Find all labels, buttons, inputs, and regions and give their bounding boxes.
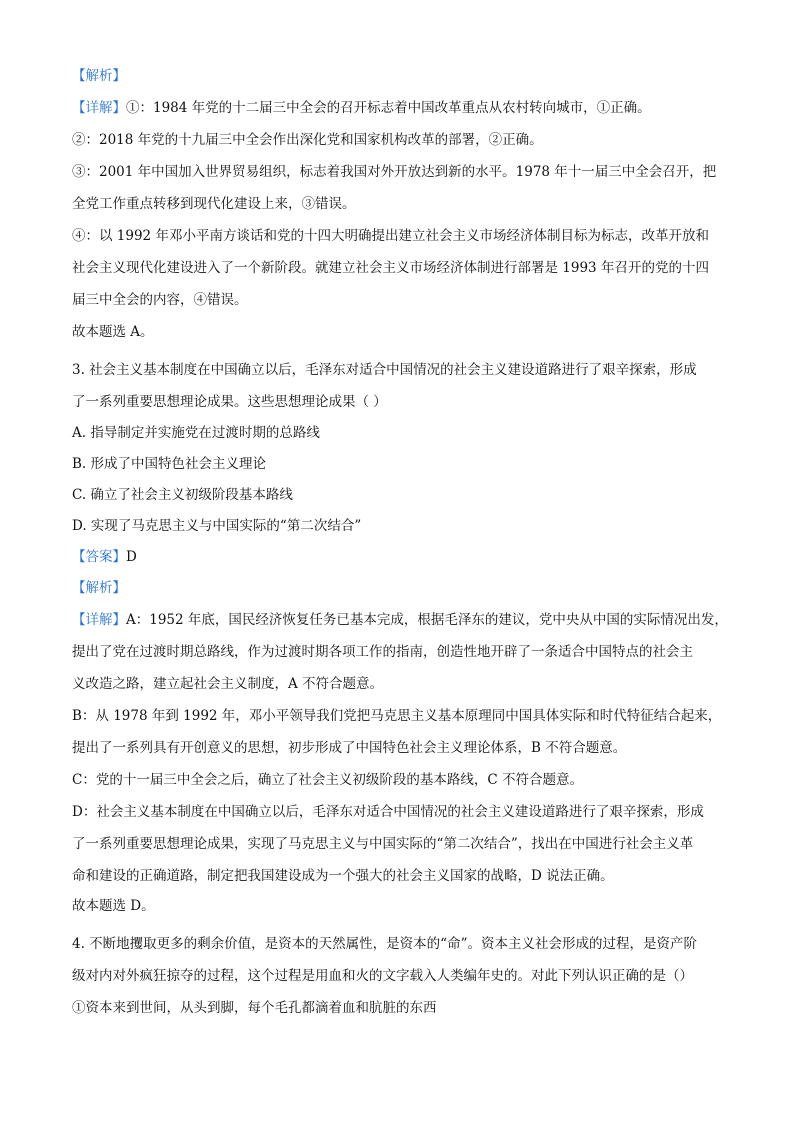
detail-line (72, 98, 651, 118)
text-line: ②：2018 年党的十九届三中全会作出深化党和国家机构改革的部署，②正确。 (72, 132, 543, 148)
question-4-stem: 级对内对外疯狂掠夺的过程，这个过程是用血和火的文字载入人类编年史的。对此下列认识正确的是（） (72, 968, 693, 984)
detail-line (72, 610, 728, 630)
text-line: D：社会主义基本制度在中国确立以后，毛泽东对适合中国情况的社会主义建设道路进行了艰辛探索，形成 (72, 804, 704, 820)
option-d: D. 实现了马克思主义与中国实际的“第二次结合” (72, 518, 362, 534)
analysis-tag (72, 578, 126, 598)
text-line: 全党工作重点转移到现代化建设上来，③错误。 (72, 196, 356, 212)
text-line: 提出了一系列具有开创意义的思想，初步形成了中国特色社会主义理论体系，B 不符合题意。 (72, 740, 627, 756)
question-3-stem: 3. 社会主义基本制度在中国确立以后，毛泽东对适合中国情况的社会主义建设道路进行了艰辛探索，形成 (72, 362, 697, 378)
question-3-stem: 了一系列重要思想理论成果。这些思想理论成果（ ） (72, 394, 387, 410)
analysis-label: 【解析】 (72, 580, 126, 596)
answer-value: D (126, 549, 137, 565)
detail-text: A：1952 年底，国民经济恢复任务已基本完成，根据毛泽东的建议，党中央从中国的实际情况出发， (126, 612, 728, 628)
text-line: 届三中全会的内容，④错误。 (72, 292, 248, 308)
text-line: 义改造之路，建立起社会主义制度，A 不符合题意。 (72, 676, 384, 692)
answer-label: 【答案】 (72, 549, 126, 565)
option-b: B. 形成了中国特色社会主义理论 (72, 456, 267, 472)
detail-label: 【详解】 (72, 612, 126, 628)
option-c: C. 确立了社会主义初级阶段基本路线 (72, 487, 293, 503)
detail-label: 【详解】 (72, 100, 126, 116)
text-line: B：从 1978 年到 1992 年，邓小平领导我们党把马克思主义基本原理同中国具体实际和时代特征结合起来， (72, 708, 722, 724)
analysis-tag (72, 66, 126, 86)
conclusion-line: 故本题选 A。 (72, 324, 154, 340)
answer-line (72, 547, 137, 567)
text-line: 了一系列重要思想理论成果，实现了马克思主义与中国实际的“第二次结合”，找出在中国进行社会主义革 (72, 836, 694, 852)
text-line: 提出了党在过渡时期总路线，作为过渡时期各项工作的指南，创造性地开辟了一条适合中国特点的社会主 (72, 644, 693, 660)
question-4-item: ①资本来到世间，从头到脚，每个毛孔都滴着血和肮脏的东西 (72, 1000, 437, 1016)
analysis-label: 【解析】 (72, 68, 126, 84)
option-a: A. 指导制定并实施党在过渡时期的总路线 (72, 425, 320, 441)
text-line: ③：2001 年中国加入世界贸易组织，标志着我国对外开放达到新的水平。1978 年十一届三中全会召开，把 (72, 164, 717, 180)
text-line: 社会主义现代化建设进入了一个新阶段。就建立社会主义市场经济体制进行部署是 1993 年召开的党的十四 (72, 260, 709, 276)
question-4-stem: 4. 不断地攫取更多的剩余价值，是资本的天然属性，是资本的“命”。资本主义社会形成的过程，是资产阶 (72, 936, 697, 952)
conclusion-line: 故本题选 D。 (72, 898, 155, 914)
text-line: 命和建设的正确道路，制定把我国建设成为一个强大的社会主义国家的战略，D 说法正确。 (72, 868, 614, 884)
text-line: C：党的十一届三中全会之后，确立了社会主义初级阶段的基本路线，C 不符合题意。 (72, 772, 583, 788)
detail-text: ①：1984 年党的十二届三中全会的召开标志着中国改革重点从农村转向城市，①正确。 (126, 100, 651, 116)
text-line: ④：以 1992 年邓小平南方谈话和党的十四大明确提出建立社会主义市场经济体制目标为标志，改革开放和 (72, 228, 709, 244)
